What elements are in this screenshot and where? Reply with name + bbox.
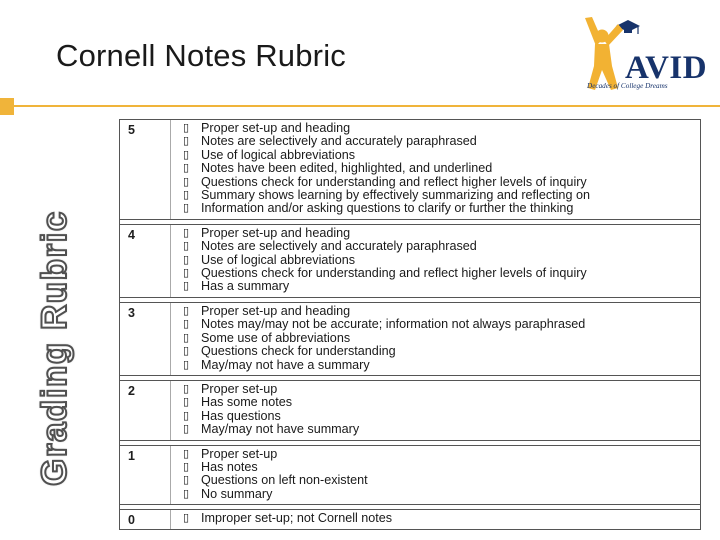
criteria-list <box>171 381 359 440</box>
missing-glyph-icon: ▯ <box>183 474 190 487</box>
criteria-text: Proper set-up and heading <box>201 225 351 240</box>
criteria-item <box>183 149 590 162</box>
side-label: Grading Rubric <box>35 210 74 486</box>
criteria-text: Has some notes <box>201 395 292 410</box>
criteria-text: Questions check for understanding and reflect higher levels of inquiry <box>201 266 587 281</box>
missing-glyph-icon: ▯ <box>183 396 190 409</box>
criteria-text: Use of logical abbreviations <box>201 252 356 267</box>
criteria-item <box>183 488 368 501</box>
avid-logo <box>582 14 708 94</box>
missing-glyph-icon: ▯ <box>183 253 190 266</box>
rubric-row-score-1 <box>120 445 700 506</box>
score-value: 0 <box>128 513 135 528</box>
score-value: 5 <box>128 123 135 137</box>
criteria-item <box>183 280 587 293</box>
page-title: Cornell Notes Rubric <box>56 38 346 73</box>
rubric-row-score-5 <box>120 120 700 220</box>
criteria-item <box>183 512 392 525</box>
criteria-item <box>183 202 590 215</box>
criteria-item <box>183 345 585 358</box>
criteria-item <box>183 359 585 372</box>
score-value: 3 <box>128 305 135 320</box>
criteria-item <box>183 135 590 148</box>
criteria-list <box>171 303 585 375</box>
missing-glyph-icon: ▯ <box>183 202 190 215</box>
logo-tagline: Decades of College Dreams <box>587 82 668 90</box>
criteria-text: Some use of abbreviations <box>201 330 351 345</box>
criteria-item <box>183 332 585 345</box>
score-value: 2 <box>128 383 135 398</box>
criteria-item <box>183 423 359 436</box>
criteria-list <box>171 446 368 505</box>
rubric-row-score-3 <box>120 302 700 376</box>
criteria-item <box>183 396 359 409</box>
criteria-text: Summary shows learning by effectively summarizing and reflecting on <box>201 188 590 203</box>
criteria-text: Has a summary <box>201 279 290 294</box>
missing-glyph-icon: ▯ <box>183 226 190 239</box>
missing-glyph-icon: ▯ <box>183 304 190 317</box>
missing-glyph-icon: ▯ <box>183 409 190 422</box>
criteria-text: Questions on left non-existent <box>201 473 368 488</box>
criteria-text: No summary <box>201 486 273 501</box>
missing-glyph-icon: ▯ <box>183 189 190 202</box>
criteria-item <box>183 162 590 175</box>
criteria-text: Use of logical abbreviations <box>201 147 356 162</box>
criteria-text: Proper set-up and heading <box>201 121 351 135</box>
criteria-list <box>171 510 392 528</box>
missing-glyph-icon: ▯ <box>183 175 190 188</box>
criteria-list <box>171 225 587 297</box>
criteria-text: May/may not have summary <box>201 422 360 437</box>
criteria-item <box>183 305 585 318</box>
missing-glyph-icon: ▯ <box>183 382 190 395</box>
missing-glyph-icon: ▯ <box>183 162 190 175</box>
missing-glyph-icon: ▯ <box>183 135 190 148</box>
criteria-list <box>171 120 590 219</box>
criteria-item <box>183 383 359 396</box>
criteria-item <box>183 240 587 253</box>
criteria-text: May/may not have a summary <box>201 357 370 372</box>
criteria-item <box>183 122 590 135</box>
criteria-text: Has notes <box>201 459 258 474</box>
score-value: 4 <box>128 227 135 242</box>
criteria-text: Questions check for understanding <box>201 344 396 359</box>
criteria-text: Notes are selectively and accurately paraphrased <box>201 239 477 254</box>
missing-glyph-icon: ▯ <box>183 318 190 331</box>
missing-glyph-icon: ▯ <box>183 423 190 436</box>
criteria-text: Notes may/may not be accurate; information not always paraphrased <box>201 317 586 332</box>
missing-glyph-icon: ▯ <box>183 122 190 134</box>
criteria-item <box>183 227 587 240</box>
missing-glyph-icon: ▯ <box>183 240 190 253</box>
criteria-text: Proper set-up <box>201 381 278 396</box>
criteria-item <box>183 448 368 461</box>
criteria-text: Proper set-up and heading <box>201 303 351 318</box>
missing-glyph-icon: ▯ <box>183 331 190 344</box>
missing-glyph-icon: ▯ <box>183 345 190 358</box>
missing-glyph-icon: ▯ <box>183 460 190 473</box>
criteria-item <box>183 318 585 331</box>
criteria-text: Proper set-up <box>201 446 278 461</box>
rubric-table <box>119 119 701 530</box>
criteria-item <box>183 176 590 189</box>
criteria-text: Notes are selectively and accurately paraphrased <box>201 134 477 149</box>
criteria-text: Questions check for understanding and reflect higher levels of inquiry <box>201 174 587 189</box>
criteria-item <box>183 410 359 423</box>
rubric-row-score-2 <box>120 380 700 441</box>
criteria-item <box>183 254 587 267</box>
missing-glyph-icon: ▯ <box>183 280 190 293</box>
missing-glyph-icon: ▯ <box>183 447 190 460</box>
rubric-row-score-0 <box>120 509 700 528</box>
missing-glyph-icon: ▯ <box>183 487 190 500</box>
criteria-text: Improper set-up; not Cornell notes <box>201 511 393 526</box>
logo-wordmark: AVID <box>625 50 708 86</box>
rubric-row-score-4 <box>120 224 700 298</box>
title-divider <box>14 105 720 107</box>
criteria-text: Information and/or asking questions to clarify or further the thinking <box>201 201 574 216</box>
missing-glyph-icon: ▯ <box>183 148 190 161</box>
missing-glyph-icon: ▯ <box>183 267 190 280</box>
criteria-item <box>183 267 587 280</box>
accent-block <box>0 98 14 115</box>
criteria-item <box>183 189 590 202</box>
missing-glyph-icon: ▯ <box>183 512 190 525</box>
criteria-text: Notes have been edited, highlighted, and underlined <box>201 161 493 176</box>
criteria-text: Has questions <box>201 408 281 423</box>
score-value: 1 <box>128 448 135 463</box>
criteria-item <box>183 461 368 474</box>
criteria-item <box>183 474 368 487</box>
missing-glyph-icon: ▯ <box>183 358 190 371</box>
